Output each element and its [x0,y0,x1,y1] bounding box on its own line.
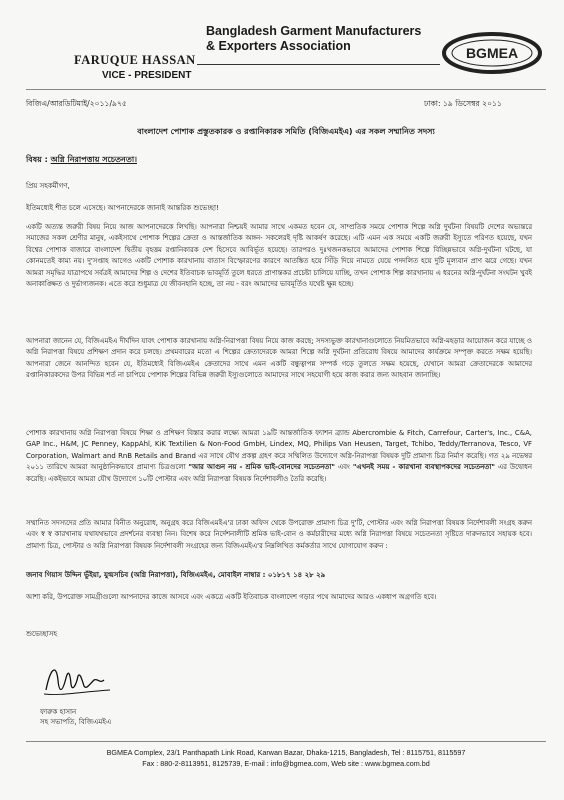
person-name: FARUQUE HASSAN [74,53,196,67]
paragraph-5: আশা করি, উপরোক্ত সামগ্রীগুলো আপনাদের কাজে আসবে এবং একত্রে একটি ইতিবাচক বাংলাদেশ গড়ার পথে আমাদের আরও একধাপ অগ্রগতি হবে। [26,593,437,601]
subject-text: অগ্নি নিরাপত্তায় সচেতনতা। [50,155,137,164]
association-name [206,24,421,54]
reference-number: বিজিএ/আরডিটিমাই/২০১১/৯৭৫ [26,99,127,108]
header-divider [26,89,546,90]
association-line-1: Bangladesh Garment Manufacturers [206,24,422,38]
letter-date: ঢাকা: ১৯ ডিসেম্বর ২০১১ [424,99,502,108]
salutation: প্রিয় সহকর্মীগণ, [26,182,70,190]
name-underline [197,64,440,65]
paragraph-2: আপনারা জানেন যে, বিজিএমইএ দীর্ঘদিন যাবৎ পোশাক কারখানায় অগ্নি-নিরাপত্তা বিষয় নিয়ে কাজ করছে; সদস্যভুক্ত কারখানাগুলোতে নিয়মিতভাবে অগ্নি-মহড়ার আয়োজন করে যাচ্ছে ও অগ্নি নিরাপত্তা বিষয়ে প্রশিক্ষণ প্রদান করে চলছে। প্রথমবারের মতো এ শিল্পের ক্রেতাদেরকে আমরা শিল্পে অগ্নি দুর্ঘটনা প্রতিরোধ বিষয়ে আমাদের কার্যক্রমে সম্পৃক্ত করতে সক্ষম হয়েছি। আপনারা জেনে আনন্দিত হবেন যে, ইতিমধ্যেই বিজিএমইএ ক্রেতাদের সাথে এমন একটি বন্ধুত্বাপন্ন সম্পর্ক গড়ে তুলতে সক্ষম হয়েছে, যেখানে আমরা ক্রেতাদেরকে আমাদের রপ্তানিকারকদের উপর বিভিন্ন শর্ত না চাপিয়ে পোশাক শিল্পের বিভিন্ন জরুরী ইস্যুগুলোতে আমাদের সাথে সহযোগী হয়ে কাজ করার জন্য আহবান জানাচ্ছি। [26,337,532,380]
logo-text: BGMEA [465,45,519,61]
paragraph-4: সম্মানিত সদস্যদের প্রতি আমার বিনীত অনুরোধ, অনুগ্রহ করে বিজিএমইএ'র ঢাকা অফিস থেকে উপরোক্ত প্রামাণ্য চিত্র দু'টি, পোস্টার এবং অগ্নি নিরাপত্তা বিষয়ক নির্দেশাবলী সংগ্রহ করুন এবং স্ব স্ব কারখানায় যথাযথভাবে প্রদর্শনের ব্যবস্থা নিন। বিশেষ করে নির্দেশনালীটি শ্রমিক ভাই-বোন ও কর্মচারীদের মধ্যে অগ্নি নিরাপত্তা বিষয়ে সচেতনতা সৃষ্টিতে দারুনভাবে সহায়ক হবে। প্রামাণ্য চিত্র, পোস্টার ও অগ্নি নিরাপত্তা বিষয়ক নির্দেশাবলী সংগ্রহের জন্য বিজিএমইএ'র নিম্নলিখিত কর্মকর্তার সাথে যোগাযোগ করুন : [26,519,532,550]
signatory-title: সহ সভাপতি, বিজিএমইএ [40,718,112,726]
greeting: ইতিমধ্যেই শীত চলে এসেছে। আপনাদেরকে জানাই আন্তরিক শুভেচ্ছা! [26,204,219,212]
footer-divider [26,741,546,742]
paragraph-3-part-b: এর উদ্বোধন করেছি। একইভাবে আমরা যৌথ উদ্যোগে ১০টি পোস্টার এবং অগ্নি নিরাপত্তা বিষয়ক নির্দেশাবলীও তৈরি করেছি। [26,463,532,483]
paragraph-3 [26,428,532,485]
paragraph-3-mid: এবং [337,463,350,472]
addressee: বাংলাদেশ পোশাক প্রস্তুতকারক ও রপ্তানিকারক সমিতি (বিজিএমইএ) এর সকল সম্মানিত সদস্য [137,127,435,136]
paragraph-1: একটি অত্যন্ত জরুরী বিষয় নিয়ে আজ আপনাদেরকে লিখছি। আপনারা নিশ্চয়ই আমার সাথে একমত হবেন যে, সাম্প্রতিক সময়ে পোশাক শিল্পে অগ্নি দুর্ঘটনা বিষয়টি দেশের অভ্যন্তরে সমাজের সকল শ্রেণীর মানুষ, একইসাথে পোশাক শিল্পের ক্রেতা ও আন্তর্জাতিক অঙ্গন- সকলেরই দৃষ্টি আকর্ষণ করেছে। এটি এমন এক সময়ে একটি জরুরী ইস্যুতে পরিণত হয়েছে, যখন বিশ্বের পোশাক বাজারে বাংলাদেশ দ্বিতীয় বৃহত্তম রপ্তানিকারক দেশ হিসেবে আবির্ভূত হয়েছে। তারপরও দুঃখজনকভাবে আমাদের পোশাক শিল্পে বিচ্ছিন্নভাবে অগ্নি-দুর্ঘটনা ঘটছে, যা কোনমতেই কাম্য নয়। দু'সপ্তাহ আগেও একটি পোশাক কারখানায় বাতাস বিস্ফোরণের কারণে আতঙ্কিত হয়ে সিঁড়ি দিয়ে নামতে যেয়ে পদদলিত হয়ে দুটি মূল্যবান প্রাণ ঝরে গেছে। যখন আমরা সমৃদ্ধির যাত্রাপথে সর্বত্রই আমাদের শিল্প ও দেশের ইতিবাচক ভাবমূর্তি তুলে ধরতে প্রাণান্তকর প্রচেষ্টা চালিয়ে যাচ্ছি, তখন পোশাক শিল্প কারখানায় এ ধরনের অগ্নি-দুর্ঘটনা সংঘটন খুবই অনাকাঙ্ক্ষিত ও দুর্ভাগ্যজনক। এতে করে শুধুমাত্র যে জীবনহানি হচ্ছে, তা নয় - বরং আমাদের ভাবমূর্তিও যথেষ্ট ক্ষুন্ন হচ্ছে। [26,223,532,289]
paragraph-3-part-a: পোশাক কারখানায় অগ্নি নিরাপত্তা বিষয়ে শিক্ষা ও প্রশিক্ষণ বিস্তার করার লক্ষ্যে আমরা ১৯টি আন্তর্জাতিক ফ্যাশন ব্র্যান্ড Abercrombie & Fitch, Carrefour, Carter's, Inc., C&A, GAP Inc., H&M, JC Penney, KappAhl, KiK Textilien & Non-Food GmbH, Lindex, MQ, Philips Van Heusen, Target, Tchibo, Teddy/Terranova, Tesco, VF Corporation, Walmart and RnB Retails and Brand এর সাথে যৌথ প্রকল্প গ্রহণ করে সম্মিলিত উদ্যোগে অগ্নি-নিরাপত্তা বিষয়ক দুটি প্রামাণ্য চিত্র নির্মাণ করেছি। গত ২৯ নভেম্বর ২০১১ তারিখে আমরা আনুষ্ঠানিকভাবে প্রামাণ্য চিত্রগুলো [26,429,532,472]
signatory-name: ফারুক হাসান [40,708,77,716]
footer-address: BGMEA Complex, 23/1 Panthapath Link Road, Karwan Bazar, Dhaka-1215, Bangladesh, Tel : 8115751, 8115597 [106,748,466,757]
subject-line [26,154,137,167]
bgmea-logo [440,30,544,76]
footer-contact: Fax : 880-2-8113951, 8125739, E-mail : info@bgmea.com, Web site : www.bgmea.com.bd [142,759,430,768]
association-line-2: & Exporters Association [206,39,351,53]
letterhead [0,0,564,90]
person-title: VICE - PRESIDENT [102,70,192,81]
documentary-title-1: "আর আগুন নয় - শ্রমিক ভাই-বোনদের সচেতনতা" [188,463,335,472]
documentary-title-2: "এখনই সময় - কারখানা ব্যবস্থাপকদের সচেতনতা" [352,463,495,472]
subject-label: বিষয় : [26,155,48,164]
contact-person: জনাব গিয়াস উদ্দিন ভুঁইয়া, যুগ্মসচিব (অগ্নি নিরাপত্তা), বিজিএমইএ, মোবাইল নাম্বার : ০১৮১৭ ১৪ ২৮ ২৯ [26,571,326,579]
signature [40,650,120,710]
closing: শুভেচ্ছাসহ [26,630,58,638]
